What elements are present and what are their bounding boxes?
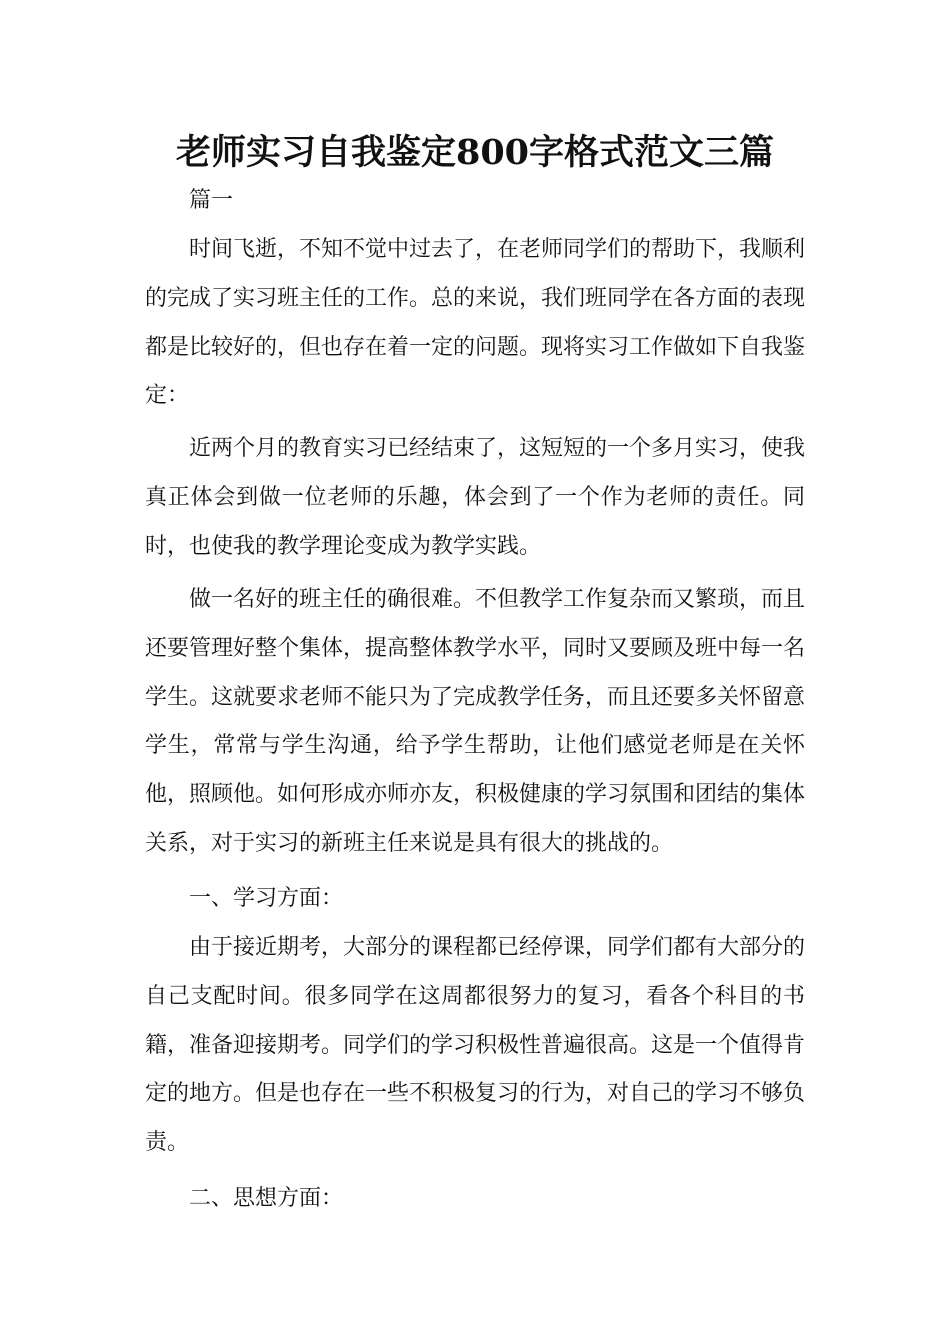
- paragraph-4: 由于接近期考，大部分的课程都已经停课，同学们都有大部分的自己支配时间。很多同学在这周都很努力的复习，看各个科目的书籍，准备迎接期考。同学们的学习积极性普遍很高。这是一个值得肯定的地方。但是也存在一些不积极复习的行为，对自己的学习不够负责。: [145, 935, 806, 1156]
- heading-thought: 二、思想方面：: [189, 1186, 344, 1211]
- section-label: 篇一: [189, 188, 234, 213]
- heading-study: 一、学习方面：: [189, 886, 344, 911]
- paragraph-3: 做一名好的班主任的确很难。不但教学工作复杂而又繁琐，而且还要管理好整个集体，提高整体教学水平，同时又要顾及班中每一名学生。这就要求老师不能只为了完成教学任务，而且还要多关怀留意学生，常常与学生沟通，给予学生帮助，让他们感觉老师是在关怀他，照顾他。如何形成亦师亦友，积极健康的学习氛围和团结的集体关系，对于实习的新班主任来说是具有很大的挑战的。: [145, 587, 806, 856]
- document-title: 老师实习自我鉴定800字格式范文三篇: [175, 132, 775, 173]
- paragraph-1: 时间飞逝，不知不觉中过去了，在老师同学们的帮助下，我顺利的完成了实习班主任的工作。总的来说，我们班同学在各方面的表现都是比较好的，但也存在着一定的问题。现将实习工作做如下自我鉴定：: [145, 237, 806, 409]
- paragraph-2: 近两个月的教育实习已经结束了，这短短的一个多月实习，使我真正体会到做一位老师的乐趣，体会到了一个作为老师的责任。同时，也使我的教学理论变成为教学实践。: [145, 436, 806, 559]
